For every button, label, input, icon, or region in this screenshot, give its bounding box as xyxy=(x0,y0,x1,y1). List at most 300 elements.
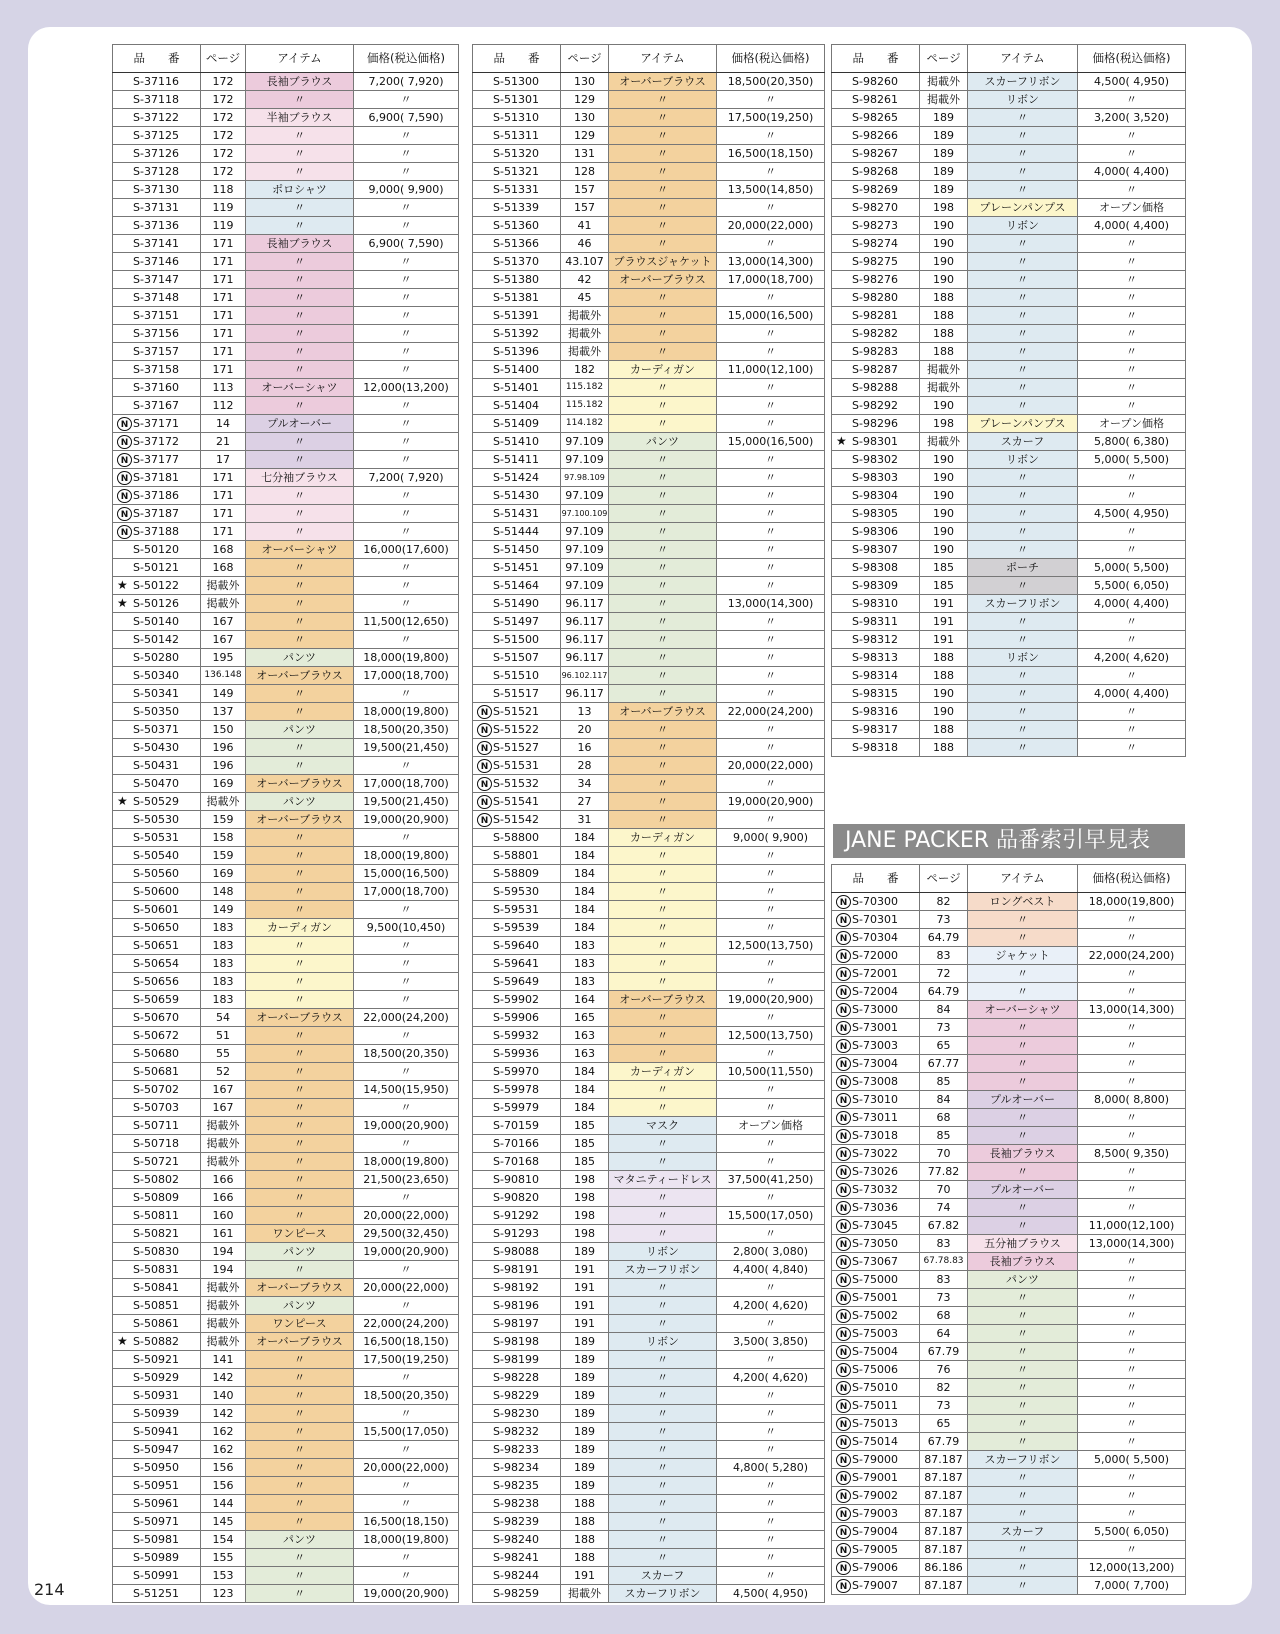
cell-code xyxy=(473,1009,561,1027)
cell-item: 〃 xyxy=(246,361,354,379)
cell-price: 〃 xyxy=(717,721,825,739)
cell-page: 65 xyxy=(920,1037,968,1055)
cell-page: 184 xyxy=(561,919,609,937)
cell-item: リボン xyxy=(968,217,1078,235)
header-code: 品 番 xyxy=(113,45,201,73)
table-row xyxy=(113,793,459,811)
product-code: S-98268 xyxy=(852,165,898,178)
cell-price: 〃 xyxy=(717,1099,825,1117)
cell-item: オーバーシャツ xyxy=(968,1001,1078,1019)
cell-page: 183 xyxy=(561,937,609,955)
product-code: S-50950 xyxy=(133,1461,179,1474)
product-code: S-51310 xyxy=(493,111,539,124)
table-row xyxy=(113,937,459,955)
cell-item: 〃 xyxy=(246,1261,354,1279)
table-row xyxy=(832,325,1186,343)
table-row xyxy=(473,739,825,757)
table-row xyxy=(832,1433,1186,1451)
cell-code xyxy=(473,217,561,235)
cell-price: 〃 xyxy=(717,1135,825,1153)
cell-code xyxy=(473,505,561,523)
product-code: S-37156 xyxy=(133,327,179,340)
cell-code xyxy=(113,1315,201,1333)
cell-page: 191 xyxy=(561,1567,609,1585)
cell-price: 19,000(20,900) xyxy=(354,1585,459,1603)
cell-item: 〃 xyxy=(246,1387,354,1405)
cell-page: 164 xyxy=(561,991,609,1009)
cell-code xyxy=(832,181,920,199)
product-code: S-50831 xyxy=(133,1263,179,1276)
cell-price: 12,000(13,200) xyxy=(1078,1559,1186,1577)
cell-page: 171 xyxy=(201,289,246,307)
cell-price: 〃 xyxy=(354,1441,459,1459)
cell-page: 64.79 xyxy=(920,983,968,1001)
cell-item: 〃 xyxy=(968,361,1078,379)
cell-item: 〃 xyxy=(246,1441,354,1459)
cell-price: 19,000(20,900) xyxy=(354,811,459,829)
cell-page: 掲載外 xyxy=(201,1315,246,1333)
product-code: S-37118 xyxy=(133,93,179,106)
cell-item: 〃 xyxy=(609,1081,717,1099)
table-row xyxy=(113,433,459,451)
cell-page: 118 xyxy=(201,181,246,199)
product-code: S-51301 xyxy=(493,93,539,106)
cell-item: 〃 xyxy=(968,1505,1078,1523)
cell-item: 〃 xyxy=(609,685,717,703)
cell-item: 〃 xyxy=(968,983,1078,1001)
product-code: S-37116 xyxy=(133,75,179,88)
product-code: S-50718 xyxy=(133,1137,179,1150)
cell-item: 〃 xyxy=(246,1423,354,1441)
cell-code xyxy=(113,1027,201,1045)
table-row xyxy=(832,667,1186,685)
cell-code xyxy=(113,1441,201,1459)
product-code: S-75004 xyxy=(852,1345,898,1358)
cell-page: 156 xyxy=(201,1477,246,1495)
cell-code xyxy=(832,487,920,505)
cell-price: 〃 xyxy=(717,1279,825,1297)
product-code: S-75011 xyxy=(852,1399,898,1412)
cell-item: ポーチ xyxy=(968,559,1078,577)
cell-item: 〃 xyxy=(968,469,1078,487)
cell-price: 〃 xyxy=(717,163,825,181)
product-code: S-73045 xyxy=(852,1219,898,1232)
cell-price: 〃 xyxy=(354,487,459,505)
product-code: S-50600 xyxy=(133,885,179,898)
table-row xyxy=(473,1495,825,1513)
cell-price: オープン価格 xyxy=(1078,199,1186,217)
cell-page: 183 xyxy=(201,973,246,991)
cell-code xyxy=(473,1189,561,1207)
table-row xyxy=(832,253,1186,271)
cell-price: 〃 xyxy=(354,955,459,973)
table-row xyxy=(113,1405,459,1423)
cell-item: 〃 xyxy=(609,1009,717,1027)
cell-price: 〃 xyxy=(354,1189,459,1207)
cell-page: 191 xyxy=(920,631,968,649)
cell-price: 〃 xyxy=(354,1135,459,1153)
cell-price: 20,000(22,000) xyxy=(354,1459,459,1477)
table-row xyxy=(832,523,1186,541)
cell-price: 〃 xyxy=(717,1513,825,1531)
cell-page: 171 xyxy=(201,505,246,523)
cell-code xyxy=(832,1451,920,1469)
product-code: S-51401 xyxy=(493,381,539,394)
cell-code xyxy=(832,1559,920,1577)
cell-code xyxy=(832,929,920,947)
table-row xyxy=(113,145,459,163)
table-row xyxy=(832,541,1186,559)
cell-item: リボン xyxy=(968,91,1078,109)
cell-price: 12,000(13,200) xyxy=(354,379,459,397)
cell-code xyxy=(832,1037,920,1055)
cell-price: 7,200( 7,920) xyxy=(354,469,459,487)
product-code: S-51410 xyxy=(493,435,539,448)
table-row xyxy=(832,73,1186,91)
product-code: S-98303 xyxy=(852,471,898,484)
cell-item: 〃 xyxy=(609,1135,717,1153)
cell-code xyxy=(473,397,561,415)
cell-item: 〃 xyxy=(968,181,1078,199)
cell-item: プルオーバー xyxy=(968,1181,1078,1199)
cell-page: 172 xyxy=(201,73,246,91)
cell-price: 〃 xyxy=(717,1405,825,1423)
cell-page: 14 xyxy=(201,415,246,433)
cell-code xyxy=(113,757,201,775)
product-code: S-37147 xyxy=(133,273,179,286)
cell-code xyxy=(473,631,561,649)
cell-code xyxy=(473,1387,561,1405)
table-row xyxy=(113,1207,459,1225)
cell-item: 〃 xyxy=(246,991,354,1009)
table-row xyxy=(473,703,825,721)
product-code: S-50122 xyxy=(133,579,179,592)
cell-page: 159 xyxy=(201,811,246,829)
cell-page: 97.98.109 xyxy=(561,469,609,487)
cell-page: 189 xyxy=(561,1477,609,1495)
cell-code xyxy=(832,703,920,721)
product-code: S-98304 xyxy=(852,489,898,502)
cell-code xyxy=(832,163,920,181)
table-row xyxy=(113,289,459,307)
new-mark-icon: N xyxy=(836,1093,851,1107)
product-code: S-98276 xyxy=(852,273,898,286)
cell-price: 〃 xyxy=(717,919,825,937)
cell-code xyxy=(473,1441,561,1459)
cell-page: 166 xyxy=(201,1171,246,1189)
cell-price: 〃 xyxy=(717,451,825,469)
cell-item: 〃 xyxy=(246,703,354,721)
product-code: S-73008 xyxy=(852,1075,898,1088)
cell-item: パンツ xyxy=(246,1243,354,1261)
cell-page: 76 xyxy=(920,1361,968,1379)
product-code: S-50656 xyxy=(133,975,179,988)
cell-page: 188 xyxy=(561,1531,609,1549)
new-mark-icon: N xyxy=(836,985,851,999)
cell-page: 掲載外 xyxy=(561,1585,609,1603)
cell-code xyxy=(832,1127,920,1145)
cell-page: 67.82 xyxy=(920,1217,968,1235)
cell-code xyxy=(113,955,201,973)
cell-code xyxy=(113,793,201,811)
cell-price: 〃 xyxy=(717,1351,825,1369)
cell-price: 17,500(19,250) xyxy=(354,1351,459,1369)
cell-price: 4,000( 4,400) xyxy=(1078,217,1186,235)
table-row xyxy=(473,1189,825,1207)
cell-item: 〃 xyxy=(246,505,354,523)
cell-page: 掲載外 xyxy=(201,1135,246,1153)
product-code: S-73022 xyxy=(852,1147,898,1160)
table-row xyxy=(473,253,825,271)
cell-item: 〃 xyxy=(246,91,354,109)
new-mark-icon: N xyxy=(836,1561,851,1575)
table-row xyxy=(113,1459,459,1477)
new-mark-icon: N xyxy=(117,435,132,449)
table-row xyxy=(473,199,825,217)
cell-page: 189 xyxy=(561,1441,609,1459)
cell-price: 〃 xyxy=(354,1567,459,1585)
cell-item: 〃 xyxy=(246,1045,354,1063)
new-mark-icon: N xyxy=(836,1489,851,1503)
cell-price: 22,000(24,200) xyxy=(354,1009,459,1027)
cell-code xyxy=(473,523,561,541)
product-code: S-37171 xyxy=(133,417,179,430)
table-row xyxy=(473,901,825,919)
product-code: S-70300 xyxy=(852,895,898,908)
cell-item: 〃 xyxy=(246,937,354,955)
product-code: S-98270 xyxy=(852,201,898,214)
cell-code xyxy=(832,145,920,163)
cell-item: カーディガン xyxy=(609,829,717,847)
cell-price: 22,000(24,200) xyxy=(1078,947,1186,965)
cell-code xyxy=(473,1099,561,1117)
product-code: S-37131 xyxy=(133,201,179,214)
cell-item: 〃 xyxy=(609,343,717,361)
product-code: S-58800 xyxy=(493,831,539,844)
product-code: S-50601 xyxy=(133,903,179,916)
cell-item: 〃 xyxy=(246,577,354,595)
product-code: S-73004 xyxy=(852,1057,898,1070)
table-row xyxy=(832,1361,1186,1379)
cell-price: 4,800( 5,280) xyxy=(717,1459,825,1477)
cell-page: 142 xyxy=(201,1369,246,1387)
cell-code xyxy=(113,505,201,523)
cell-price: 〃 xyxy=(717,775,825,793)
cell-price: 〃 xyxy=(354,163,459,181)
product-code: S-72001 xyxy=(852,967,898,980)
cell-page: 190 xyxy=(920,703,968,721)
cell-code xyxy=(832,685,920,703)
cell-price: 18,000(19,800) xyxy=(1078,893,1186,911)
cell-page: 171 xyxy=(201,487,246,505)
new-mark-icon: N xyxy=(477,741,492,755)
cell-price: 18,000(19,800) xyxy=(354,1531,459,1549)
cell-page: 74 xyxy=(920,1199,968,1217)
cell-page: 21 xyxy=(201,433,246,451)
table-row xyxy=(832,1127,1186,1145)
cell-item: オーバーブラウス xyxy=(609,703,717,721)
cell-page: 171 xyxy=(201,343,246,361)
cell-page: 97.100.109 xyxy=(561,505,609,523)
cell-price: 〃 xyxy=(1078,1343,1186,1361)
cell-price: 〃 xyxy=(354,91,459,109)
cell-page: 198 xyxy=(561,1171,609,1189)
cell-page: 73 xyxy=(920,1397,968,1415)
cell-code xyxy=(473,469,561,487)
cell-price: 16,500(18,150) xyxy=(717,145,825,163)
cell-price: 〃 xyxy=(717,685,825,703)
cell-item: 〃 xyxy=(246,757,354,775)
cell-price: 〃 xyxy=(1078,1487,1186,1505)
cell-item: 〃 xyxy=(246,1135,354,1153)
cell-page: 97.109 xyxy=(561,433,609,451)
cell-price: 〃 xyxy=(354,415,459,433)
cell-page: 119 xyxy=(201,217,246,235)
cell-item: 〃 xyxy=(246,1459,354,1477)
cell-code xyxy=(113,91,201,109)
table-row xyxy=(113,73,459,91)
cell-item: 〃 xyxy=(609,217,717,235)
product-code: S-73032 xyxy=(852,1183,898,1196)
product-code: S-70159 xyxy=(493,1119,539,1132)
cell-price: 19,000(20,900) xyxy=(717,991,825,1009)
cell-price: 7,000( 7,700) xyxy=(1078,1577,1186,1595)
new-mark-icon: N xyxy=(836,1201,851,1215)
cell-code xyxy=(113,415,201,433)
cell-page: 97.109 xyxy=(561,523,609,541)
cell-code xyxy=(473,775,561,793)
product-code: S-98261 xyxy=(852,93,898,106)
cell-code xyxy=(473,1261,561,1279)
product-code: S-98273 xyxy=(852,219,898,232)
table-row xyxy=(473,1315,825,1333)
table-row xyxy=(832,965,1186,983)
cell-page: 掲載外 xyxy=(561,343,609,361)
new-mark-icon: N xyxy=(836,949,851,963)
table-row xyxy=(832,1379,1186,1397)
cell-page: 掲載外 xyxy=(201,577,246,595)
cell-page: 96.117 xyxy=(561,595,609,613)
cell-price: 17,000(18,700) xyxy=(717,271,825,289)
cell-price: 〃 xyxy=(1078,703,1186,721)
product-code: S-51532 xyxy=(493,777,539,790)
cell-code xyxy=(113,991,201,1009)
cell-page: 129 xyxy=(561,91,609,109)
cell-price: 〃 xyxy=(717,1009,825,1027)
cell-item: 〃 xyxy=(246,1477,354,1495)
cell-page: 123 xyxy=(201,1585,246,1603)
new-mark-icon: N xyxy=(117,453,132,467)
cell-price: 18,000(19,800) xyxy=(354,1153,459,1171)
header-item: アイテム xyxy=(246,45,354,73)
cell-code xyxy=(832,1541,920,1559)
cell-item: 〃 xyxy=(246,595,354,613)
table-row xyxy=(113,811,459,829)
table-row xyxy=(113,973,459,991)
cell-item: 〃 xyxy=(609,1549,717,1567)
cell-item: スカーフ xyxy=(968,1523,1078,1541)
cell-item: 〃 xyxy=(609,1045,717,1063)
product-code: S-98307 xyxy=(852,543,898,556)
product-code: S-98311 xyxy=(852,615,898,628)
table-row xyxy=(832,631,1186,649)
cell-code xyxy=(832,451,920,469)
cell-item: 〃 xyxy=(968,1127,1078,1145)
header-page: ページ xyxy=(920,865,968,893)
product-code: S-98266 xyxy=(852,129,898,142)
cell-code xyxy=(473,235,561,253)
cell-price: 5,800( 6,380) xyxy=(1078,433,1186,451)
product-code: S-51500 xyxy=(493,633,539,646)
cell-code xyxy=(832,559,920,577)
cell-price: 〃 xyxy=(1078,613,1186,631)
table-row xyxy=(473,487,825,505)
product-code: S-51450 xyxy=(493,543,539,556)
cell-item: 〃 xyxy=(609,1189,717,1207)
product-code: S-98274 xyxy=(852,237,898,250)
cell-price: 19,000(20,900) xyxy=(354,1243,459,1261)
table-row xyxy=(832,1415,1186,1433)
cell-price: 〃 xyxy=(1078,91,1186,109)
table-row xyxy=(473,1459,825,1477)
new-mark-icon: N xyxy=(836,1237,851,1251)
cell-page: 188 xyxy=(920,307,968,325)
cell-page: 96.117 xyxy=(561,631,609,649)
cell-item: カーディガン xyxy=(609,361,717,379)
product-code: S-79004 xyxy=(852,1525,898,1538)
product-code: S-98287 xyxy=(852,363,898,376)
product-code: S-79007 xyxy=(852,1579,898,1592)
cell-item: 〃 xyxy=(609,811,717,829)
table-row xyxy=(473,271,825,289)
cell-item: プルオーバー xyxy=(968,1091,1078,1109)
product-code: S-37172 xyxy=(133,435,179,448)
product-code: S-73011 xyxy=(852,1111,898,1124)
cell-price: 〃 xyxy=(354,397,459,415)
new-mark-icon: N xyxy=(836,1255,851,1269)
table-row xyxy=(113,1117,459,1135)
cell-code xyxy=(832,541,920,559)
table-row xyxy=(473,325,825,343)
cell-item: 〃 xyxy=(968,397,1078,415)
cell-code xyxy=(473,1045,561,1063)
cell-code xyxy=(113,433,201,451)
cell-page: 156 xyxy=(201,1459,246,1477)
cell-item: 〃 xyxy=(246,217,354,235)
cell-page: 190 xyxy=(920,271,968,289)
cell-price: 〃 xyxy=(354,1063,459,1081)
cell-code xyxy=(113,649,201,667)
table-row xyxy=(113,487,459,505)
table-header xyxy=(473,45,825,73)
cell-price: 〃 xyxy=(1078,235,1186,253)
cell-item: 〃 xyxy=(246,1189,354,1207)
product-code: S-50811 xyxy=(133,1209,179,1222)
cell-price: 22,000(24,200) xyxy=(354,1315,459,1333)
product-code: S-37186 xyxy=(133,489,179,502)
table-row xyxy=(473,955,825,973)
cell-code xyxy=(113,865,201,883)
cell-code xyxy=(113,127,201,145)
cell-price: 〃 xyxy=(717,1189,825,1207)
cell-item: 半袖ブラウス xyxy=(246,109,354,127)
cell-item: パンツ xyxy=(246,1531,354,1549)
cell-item: 〃 xyxy=(968,613,1078,631)
new-mark-icon: N xyxy=(117,507,132,521)
cell-price: 〃 xyxy=(354,289,459,307)
cell-page: 83 xyxy=(920,1235,968,1253)
cell-item: 〃 xyxy=(246,433,354,451)
